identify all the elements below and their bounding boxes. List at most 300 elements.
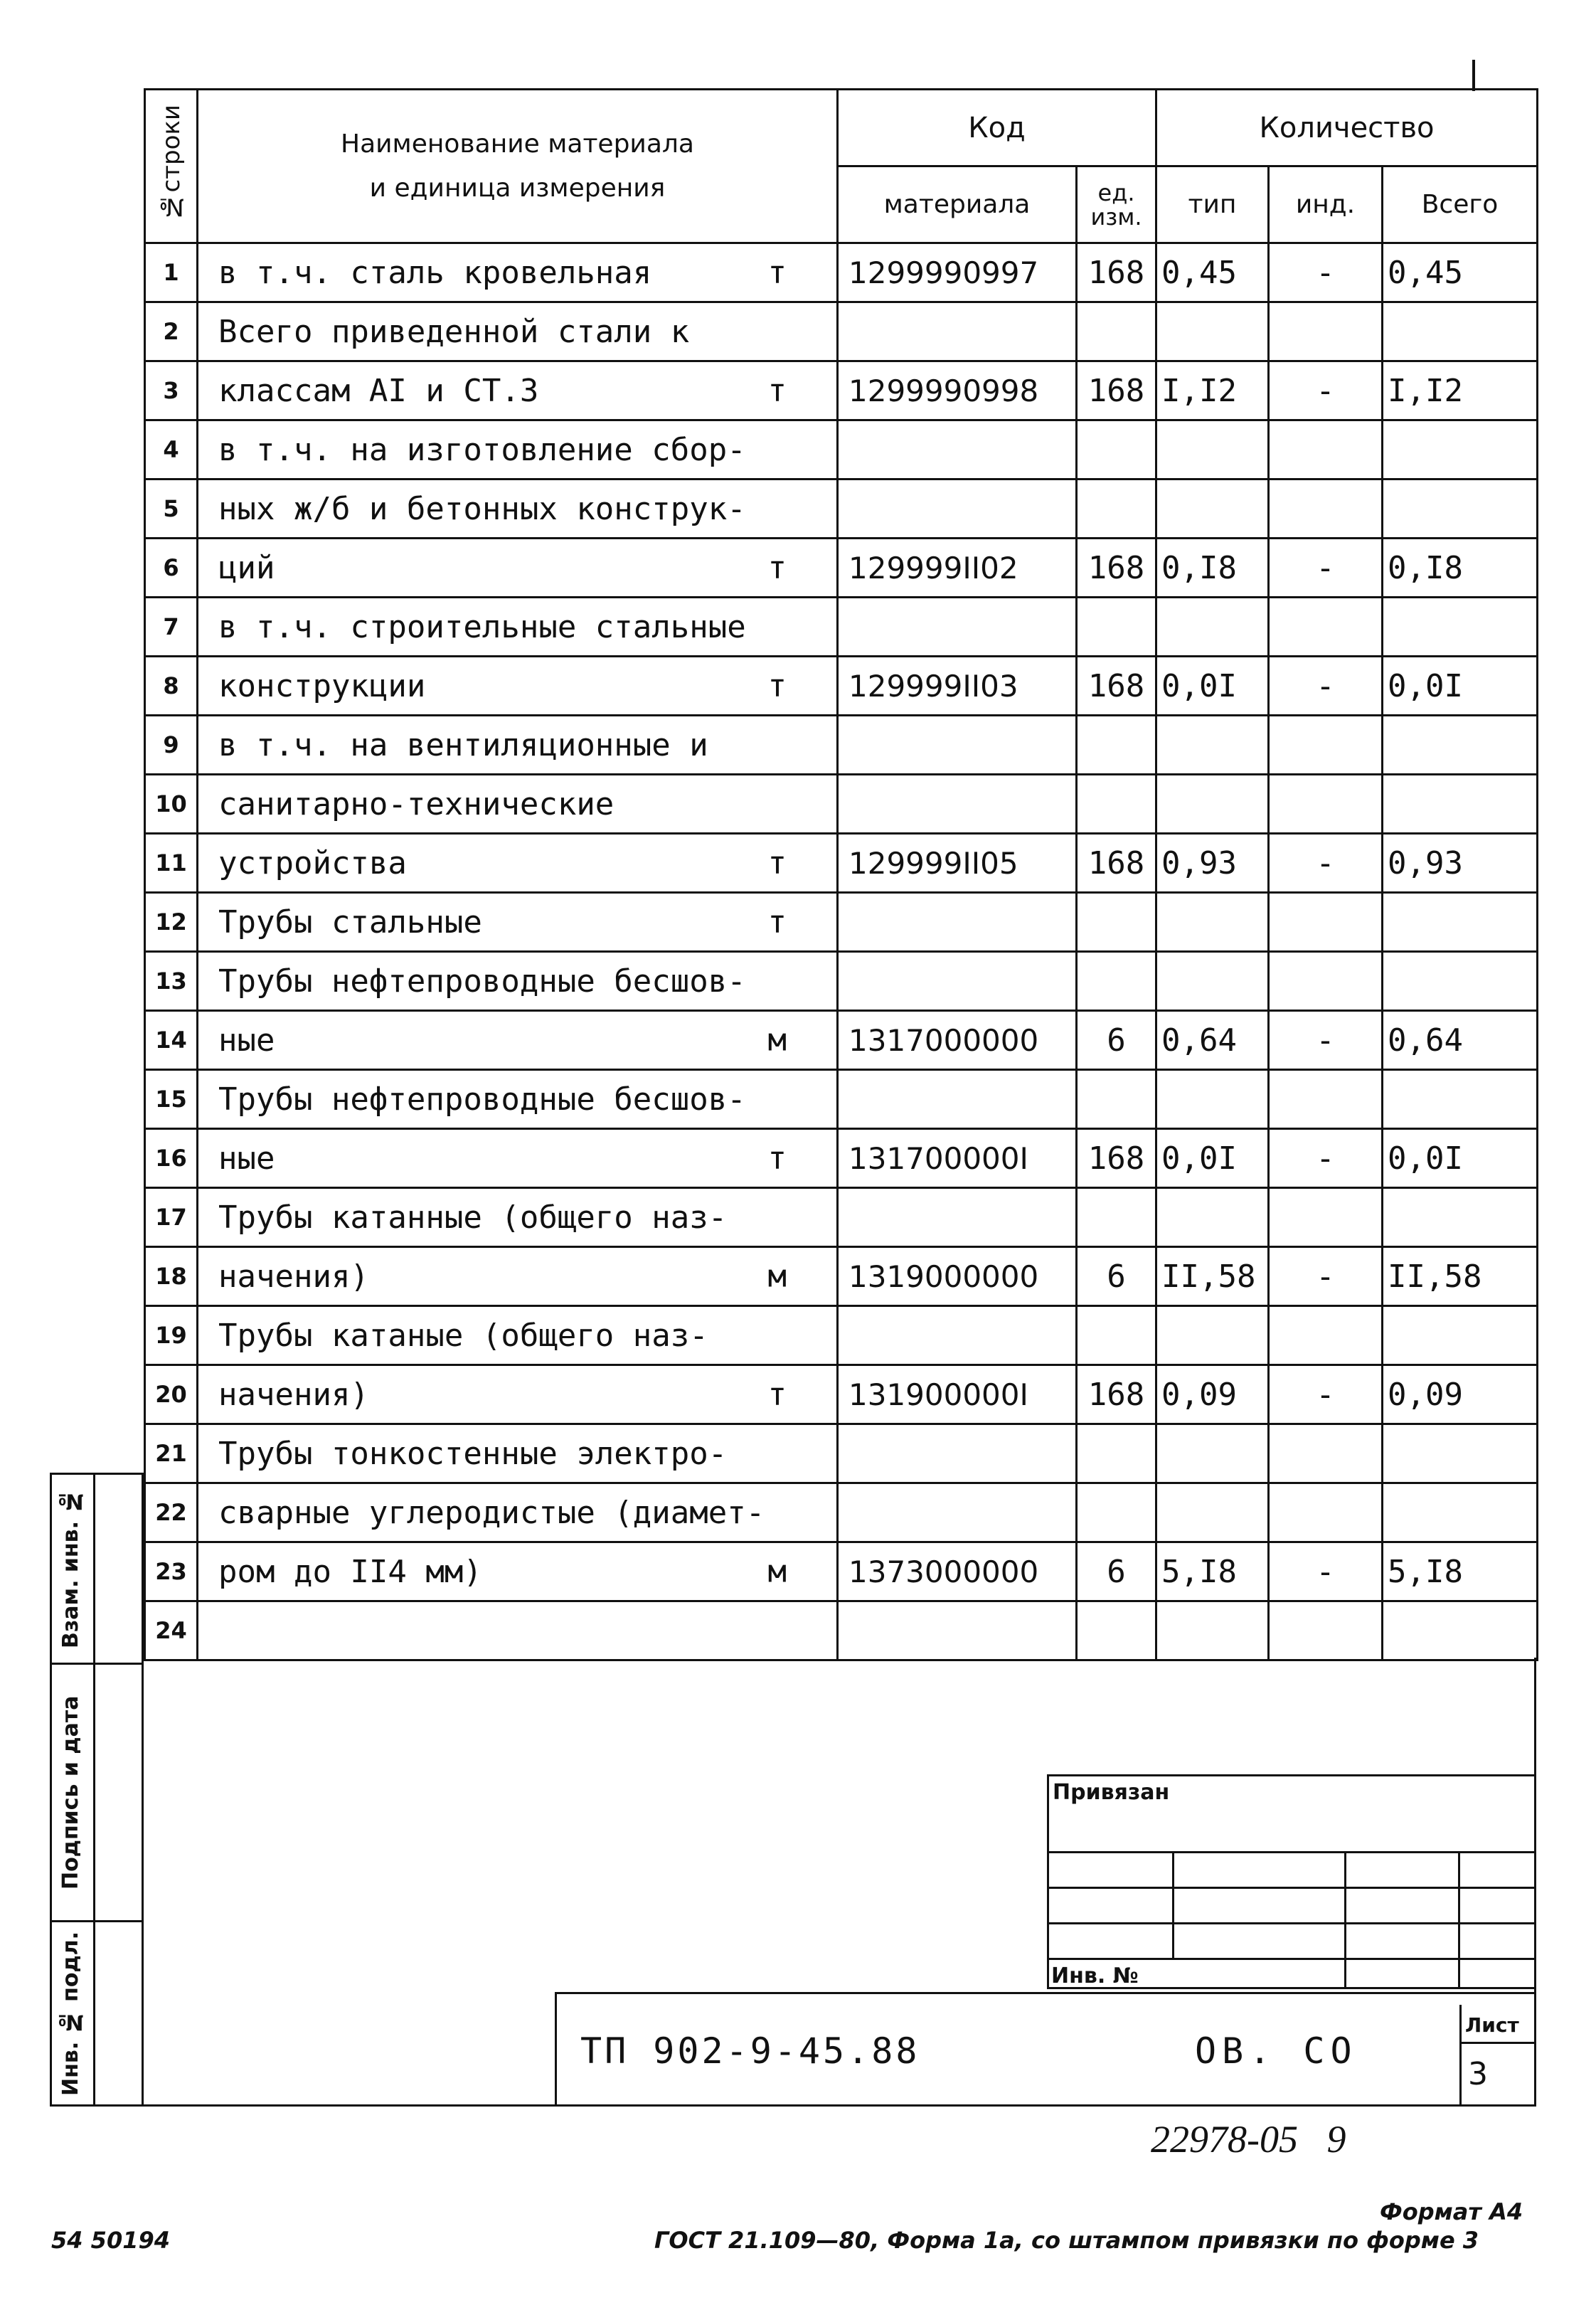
qty-total: 0,0I — [1388, 667, 1463, 704]
material-name: в т.ч. строительные стальные — [218, 608, 746, 645]
unit-of-measure: м — [767, 1022, 787, 1059]
qty-total: 5,I8 — [1388, 1553, 1463, 1590]
material-code-cell — [838, 1601, 1077, 1660]
material-name-cell — [198, 361, 838, 420]
qty-total-cell — [1383, 1542, 1538, 1601]
unit-code: 168 — [1087, 549, 1145, 586]
inv-no-label: Инв. № — [1051, 1964, 1139, 1988]
row-number: 3 — [163, 377, 179, 404]
qty-type-cell — [1156, 1011, 1269, 1070]
code-header: Код — [838, 90, 1156, 166]
qty-ind: - — [1316, 372, 1335, 409]
qty-type-cell — [1156, 302, 1269, 361]
material-name-header: Наименование материала и единица измерения — [198, 90, 838, 243]
qty-ind-header: инд. — [1269, 166, 1383, 243]
material-name-cell — [198, 952, 838, 1011]
qty-total-cell — [1383, 420, 1538, 480]
row-number-cell — [145, 952, 198, 1011]
table-row — [145, 302, 1538, 361]
table-row — [145, 1483, 1538, 1542]
qty-type: 0,45 — [1161, 254, 1237, 291]
qty-type-cell — [1156, 1306, 1269, 1365]
row-number: 1 — [163, 259, 179, 286]
unit-code: 168 — [1087, 372, 1145, 409]
qty-type-cell — [1156, 420, 1269, 480]
material-code-cell — [838, 302, 1077, 361]
qty-ind-cell — [1269, 1011, 1383, 1070]
material-name-cell — [198, 243, 838, 302]
row-number: 4 — [163, 436, 179, 463]
qty-type-cell — [1156, 539, 1269, 598]
qty-ind: - — [1316, 1376, 1335, 1413]
table-row — [145, 1247, 1538, 1306]
material-name-cell — [198, 1601, 838, 1660]
qty-total: 0,93 — [1388, 844, 1463, 881]
unit-code-cell — [1077, 361, 1156, 420]
row-number-cell — [145, 1070, 198, 1129]
unit-code-cell — [1077, 1306, 1156, 1365]
qty-total: II,58 — [1388, 1258, 1482, 1295]
qty-type: 0,0I — [1161, 1140, 1237, 1177]
qty-type: 0,64 — [1161, 1022, 1237, 1059]
material-code-cell — [838, 243, 1077, 302]
material-name: в т.ч. на изготовление сбор- — [218, 431, 746, 468]
qty-total-cell — [1383, 775, 1538, 834]
qty-type-cell — [1156, 1365, 1269, 1424]
row-number-header-text: №строки — [156, 105, 186, 221]
qty-total-cell — [1383, 598, 1538, 657]
qty-ind-cell — [1269, 1483, 1383, 1542]
qty-total-cell — [1383, 1070, 1538, 1129]
row-number-cell — [145, 1247, 198, 1306]
unit-code: 6 — [1107, 1553, 1126, 1590]
row-number: 14 — [155, 1027, 187, 1054]
row-number: 11 — [155, 849, 187, 876]
material-name-cell — [198, 1188, 838, 1247]
unit-code-cell — [1077, 420, 1156, 480]
top-tick-mark — [1472, 60, 1475, 91]
qty-ind-cell — [1269, 1188, 1383, 1247]
row-number: 20 — [155, 1381, 187, 1408]
qty-total: I,I2 — [1388, 372, 1463, 409]
unit-code-cell — [1077, 302, 1156, 361]
qty-ind-cell — [1269, 834, 1383, 893]
qty-type: 0,I8 — [1161, 549, 1237, 586]
unit-code-cell — [1077, 1365, 1156, 1424]
material-name-cell — [198, 1542, 838, 1601]
qty-ind-cell — [1269, 1365, 1383, 1424]
material-name: в т.ч. на вентиляционные и — [218, 726, 708, 763]
table-row — [145, 243, 1538, 302]
table-row — [145, 539, 1538, 598]
qty-ind-cell — [1269, 716, 1383, 775]
row-number: 7 — [163, 613, 179, 640]
qty-total: 0,64 — [1388, 1022, 1463, 1059]
qty-ind: - — [1316, 254, 1335, 291]
unit-code-cell — [1077, 893, 1156, 952]
table-row — [145, 1129, 1538, 1188]
material-name: ные — [218, 1140, 275, 1177]
material-code-cell — [838, 480, 1077, 539]
qty-type-cell — [1156, 1129, 1269, 1188]
code-unit-header: ед. изм. — [1077, 166, 1156, 243]
unit-code-cell — [1077, 775, 1156, 834]
row-number-cell — [145, 1542, 198, 1601]
material-code-cell — [838, 952, 1077, 1011]
table-row — [145, 1070, 1538, 1129]
unit-code: 168 — [1087, 1140, 1145, 1177]
material-name: ных ж/б и бетонных конструк- — [218, 490, 746, 527]
unit-code-cell — [1077, 1247, 1156, 1306]
row-number-cell — [145, 1424, 198, 1483]
unit-code-cell — [1077, 1483, 1156, 1542]
row-number-cell — [145, 1129, 198, 1188]
unit-code: 168 — [1087, 844, 1145, 881]
material-name-cell — [198, 1011, 838, 1070]
material-name-cell — [198, 775, 838, 834]
material-name-cell — [198, 1070, 838, 1129]
unit-of-measure: т — [767, 549, 787, 586]
qty-type-cell — [1156, 1424, 1269, 1483]
unit-code-cell — [1077, 1424, 1156, 1483]
material-name: ций — [218, 549, 275, 586]
row-number: 17 — [155, 1204, 187, 1231]
handwritten-number: 22978-05 9 — [1151, 2118, 1346, 2161]
material-code-cell — [838, 716, 1077, 775]
unit-of-measure: т — [767, 667, 787, 704]
unit-code: 168 — [1087, 667, 1145, 704]
row-number: 24 — [155, 1617, 187, 1644]
qty-total-cell — [1383, 716, 1538, 775]
qty-total-cell — [1383, 1306, 1538, 1365]
material-name: ром до II4 мм) — [218, 1553, 482, 1590]
row-number: 16 — [155, 1145, 187, 1172]
qty-type-cell — [1156, 775, 1269, 834]
material-name: сварные углеродистые (диамет- — [218, 1494, 765, 1531]
unit-code-cell — [1077, 952, 1156, 1011]
material-code: 131900000I — [848, 1377, 1028, 1412]
row-number-cell — [145, 480, 198, 539]
qty-type: 5,I8 — [1161, 1553, 1237, 1590]
unit-code: 168 — [1087, 254, 1145, 291]
quantity-header: Количество — [1156, 90, 1538, 166]
qty-type-cell — [1156, 657, 1269, 716]
table-row — [145, 952, 1538, 1011]
qty-ind-cell — [1269, 1424, 1383, 1483]
table-row — [145, 1601, 1538, 1660]
qty-ind-cell — [1269, 1129, 1383, 1188]
qty-ind-cell — [1269, 420, 1383, 480]
qty-total-cell — [1383, 657, 1538, 716]
qty-total-cell — [1383, 1483, 1538, 1542]
unit-code-cell — [1077, 716, 1156, 775]
row-number: 13 — [155, 968, 187, 995]
table-row — [145, 775, 1538, 834]
row-number: 9 — [163, 731, 179, 758]
material-code-cell — [838, 539, 1077, 598]
qty-total-cell — [1383, 1601, 1538, 1660]
row-number: 12 — [155, 908, 187, 936]
unit-code-cell — [1077, 1129, 1156, 1188]
material-name-cell — [198, 1247, 838, 1306]
qty-total-cell — [1383, 1011, 1538, 1070]
qty-ind-cell — [1269, 1601, 1383, 1660]
table-row — [145, 598, 1538, 657]
table-row — [145, 716, 1538, 775]
material-code-cell — [838, 1483, 1077, 1542]
material-name-cell — [198, 716, 838, 775]
material-code: 129999II03 — [848, 668, 1018, 704]
qty-ind-cell — [1269, 1542, 1383, 1601]
qty-type-cell — [1156, 952, 1269, 1011]
material-code: 1299990998 — [848, 373, 1039, 408]
qty-ind-cell — [1269, 952, 1383, 1011]
qty-type-cell — [1156, 1247, 1269, 1306]
row-number-cell — [145, 420, 198, 480]
unit-of-measure: т — [767, 1140, 787, 1177]
material-name-cell — [198, 657, 838, 716]
unit-code-cell — [1077, 480, 1156, 539]
row-number: 22 — [155, 1499, 187, 1526]
material-name: Трубы тонкостенные электро- — [218, 1435, 728, 1472]
qty-ind-cell — [1269, 1070, 1383, 1129]
unit-of-measure: м — [767, 1553, 787, 1590]
unit-code-cell — [1077, 243, 1156, 302]
qty-total-cell — [1383, 834, 1538, 893]
qty-total-cell — [1383, 1424, 1538, 1483]
unit-code: 6 — [1107, 1258, 1126, 1295]
unit-of-measure: т — [767, 372, 787, 409]
qty-ind-cell — [1269, 775, 1383, 834]
material-code: 129999II05 — [848, 845, 1018, 881]
qty-ind: - — [1316, 844, 1335, 881]
qty-ind: - — [1316, 1140, 1335, 1177]
row-number-cell — [145, 1306, 198, 1365]
qty-type-cell — [1156, 834, 1269, 893]
unit-code: 168 — [1087, 1376, 1145, 1413]
unit-code: 6 — [1107, 1022, 1126, 1059]
qty-total-cell — [1383, 952, 1538, 1011]
material-code-cell — [838, 657, 1077, 716]
qty-ind-cell — [1269, 893, 1383, 952]
table-row — [145, 1188, 1538, 1247]
material-code-cell — [838, 1424, 1077, 1483]
unit-of-measure: т — [767, 904, 787, 941]
code-material-header: материала — [838, 166, 1077, 243]
material-code-cell — [838, 361, 1077, 420]
qty-type-header: тип — [1156, 166, 1269, 243]
qty-type-cell — [1156, 1542, 1269, 1601]
unit-of-measure: м — [767, 1258, 787, 1295]
material-code-cell — [838, 1070, 1077, 1129]
table-row — [145, 480, 1538, 539]
material-code-cell — [838, 598, 1077, 657]
unit-code-cell — [1077, 1188, 1156, 1247]
material-code-cell — [838, 1188, 1077, 1247]
material-name-cell — [198, 834, 838, 893]
row-number: 5 — [163, 495, 179, 522]
podpis-data-label: Подпись и дата — [58, 1695, 83, 1890]
table-row — [145, 1542, 1538, 1601]
qty-ind: - — [1316, 1258, 1335, 1295]
qty-type: 0,93 — [1161, 844, 1237, 881]
privyazan-stamp — [1047, 1774, 1536, 1989]
material-code-cell — [838, 1129, 1077, 1188]
material-name-cell — [198, 1365, 838, 1424]
material-name: Трубы нефтепроводные бесшов- — [218, 963, 746, 1000]
row-number-cell — [145, 893, 198, 952]
row-number: 23 — [155, 1558, 187, 1585]
row-number: 19 — [155, 1322, 187, 1349]
material-code-cell — [838, 1365, 1077, 1424]
row-number-cell — [145, 598, 198, 657]
material-name-cell — [198, 1129, 838, 1188]
material-code-cell — [838, 1542, 1077, 1601]
qty-type-cell — [1156, 598, 1269, 657]
row-number-cell — [145, 1483, 198, 1542]
qty-total-cell — [1383, 1247, 1538, 1306]
row-number-header — [145, 90, 198, 243]
material-name-cell — [198, 480, 838, 539]
row-number: 10 — [155, 790, 187, 817]
qty-ind-cell — [1269, 1247, 1383, 1306]
row-number-cell — [145, 361, 198, 420]
qty-ind-cell — [1269, 657, 1383, 716]
row-number: 18 — [155, 1263, 187, 1290]
unit-code-cell — [1077, 1601, 1156, 1660]
sheet-number: 3 — [1468, 2056, 1488, 2092]
qty-ind: - — [1316, 1022, 1335, 1059]
material-code-cell — [838, 1011, 1077, 1070]
material-name: ные — [218, 1022, 275, 1059]
qty-type-cell — [1156, 361, 1269, 420]
qty-ind-cell — [1269, 539, 1383, 598]
material-name: Трубы катаные (общего наз- — [218, 1317, 708, 1354]
document-mark: ОВ. СО — [1195, 2030, 1358, 2072]
unit-of-measure: т — [767, 844, 787, 881]
material-name-cell — [198, 893, 838, 952]
material-name: Трубы нефтепроводные бесшов- — [218, 1081, 746, 1118]
privyazan-label: Привязан — [1053, 1780, 1170, 1805]
table-row — [145, 893, 1538, 952]
unit-code-cell — [1077, 1070, 1156, 1129]
qty-ind-cell — [1269, 361, 1383, 420]
footer-gost: ГОСТ 21.109—80, Форма 1а, со штампом привязки по форме 3 — [654, 2227, 1479, 2254]
material-name: классам AI и СТ.3 — [218, 372, 539, 409]
row-number: 8 — [163, 672, 179, 699]
unit-code-cell — [1077, 539, 1156, 598]
qty-total-cell — [1383, 361, 1538, 420]
material-code: 1373000000 — [848, 1554, 1039, 1589]
unit-code-cell — [1077, 834, 1156, 893]
material-code: 1317000000 — [848, 1022, 1039, 1058]
qty-total-cell — [1383, 243, 1538, 302]
materials-table — [144, 88, 1538, 1661]
row-number-cell — [145, 302, 198, 361]
material-code-cell — [838, 834, 1077, 893]
material-name-cell — [198, 302, 838, 361]
material-code-cell — [838, 1247, 1077, 1306]
material-code: 129999II02 — [848, 550, 1018, 586]
qty-type: 0,09 — [1161, 1376, 1237, 1413]
qty-total-cell — [1383, 302, 1538, 361]
table-row — [145, 657, 1538, 716]
unit-code-cell — [1077, 1542, 1156, 1601]
material-code: 1299990997 — [848, 255, 1039, 290]
row-number: 21 — [155, 1440, 187, 1467]
qty-type-cell — [1156, 480, 1269, 539]
vzam-inv-label: Взам. инв. № — [58, 1488, 83, 1649]
qty-ind: - — [1316, 667, 1335, 704]
qty-type: II,58 — [1161, 1258, 1256, 1295]
material-code-cell — [838, 1306, 1077, 1365]
qty-type-cell — [1156, 1188, 1269, 1247]
qty-ind: - — [1316, 1553, 1335, 1590]
unit-code-cell — [1077, 657, 1156, 716]
qty-total: 0,I8 — [1388, 549, 1463, 586]
document-code: ТП 902-9-45.88 — [580, 2030, 920, 2072]
row-number-cell — [145, 1601, 198, 1660]
material-name-cell — [198, 1424, 838, 1483]
material-name: санитарно-технические — [218, 785, 615, 822]
row-number-cell — [145, 834, 198, 893]
row-number-cell — [145, 1188, 198, 1247]
qty-total-cell — [1383, 893, 1538, 952]
frame-left-line — [142, 1658, 144, 2107]
material-name: устройства — [218, 844, 407, 881]
row-number-cell — [145, 1365, 198, 1424]
table-row — [145, 420, 1538, 480]
qty-type: I,I2 — [1161, 372, 1237, 409]
qty-ind-cell — [1269, 480, 1383, 539]
row-number: 15 — [155, 1086, 187, 1113]
qty-total-cell — [1383, 480, 1538, 539]
qty-type-cell — [1156, 893, 1269, 952]
unit-code-cell — [1077, 1011, 1156, 1070]
qty-total: 0,0I — [1388, 1140, 1463, 1177]
qty-total-header: Всего — [1383, 166, 1538, 243]
qty-total-cell — [1383, 1188, 1538, 1247]
material-name-cell — [198, 1483, 838, 1542]
row-number-cell — [145, 716, 198, 775]
qty-type: 0,0I — [1161, 667, 1237, 704]
qty-type-cell — [1156, 716, 1269, 775]
qty-total-cell — [1383, 539, 1538, 598]
material-code: 1319000000 — [848, 1259, 1039, 1294]
row-number: 2 — [163, 318, 179, 345]
qty-ind-cell — [1269, 1306, 1383, 1365]
material-code-cell — [838, 893, 1077, 952]
material-code: 131700000I — [848, 1140, 1028, 1176]
material-name: конструкции — [218, 667, 426, 704]
materials-table-body — [145, 243, 1538, 1660]
material-name: Трубы стальные — [218, 904, 482, 941]
row-number-cell — [145, 657, 198, 716]
qty-type-cell — [1156, 1601, 1269, 1660]
material-name: Трубы катанные (общего наз- — [218, 1199, 728, 1236]
row-number-cell — [145, 1011, 198, 1070]
material-name: начения) — [218, 1258, 369, 1295]
sheet-label: Лист — [1465, 2013, 1519, 2037]
material-name: в т.ч. сталь кровельная — [218, 254, 652, 291]
qty-ind-cell — [1269, 302, 1383, 361]
material-code-cell — [838, 420, 1077, 480]
material-code-cell — [838, 775, 1077, 834]
unit-of-measure: т — [767, 254, 787, 291]
row-number-cell — [145, 243, 198, 302]
qty-ind-cell — [1269, 243, 1383, 302]
table-row — [145, 1306, 1538, 1365]
